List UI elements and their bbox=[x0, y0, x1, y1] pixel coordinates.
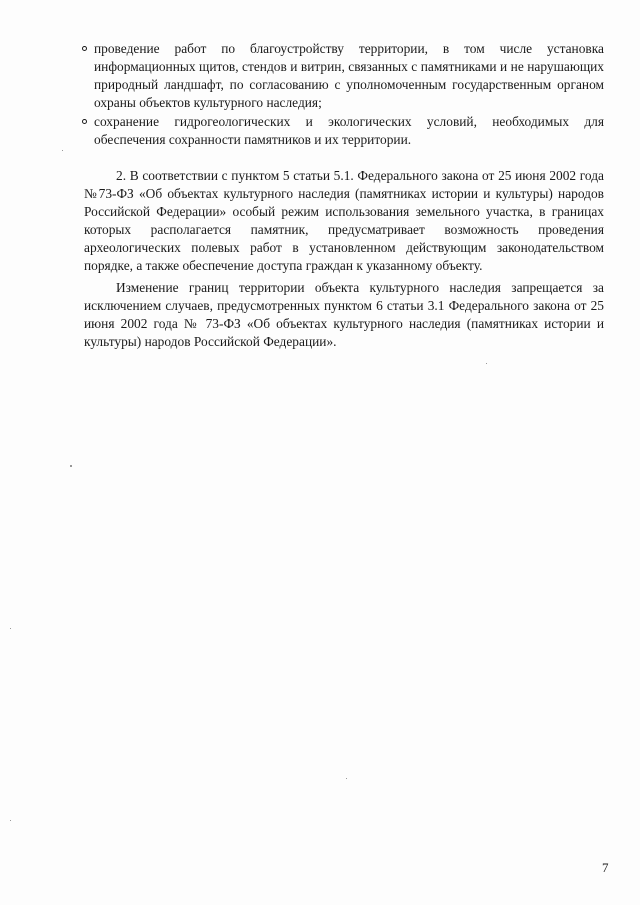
scan-speck bbox=[70, 465, 72, 467]
page-number: 7 bbox=[602, 860, 609, 875]
list-item-text: сохранение гидрогеологических и экологических условий, необходимых для обеспечения сохранности памятников и их территории. bbox=[94, 114, 604, 147]
scan-speck bbox=[62, 150, 63, 151]
paragraph-clause-2: 2. В соответствии с пунктом 5 статьи 5.1. Федерального закона от 25 июня 2002 года №73-ФЗ «Об объектах культурного наследия (памятниках истории и культуры) народов Российской Федерации» особый режим использования земельного участка, в границах которых располагается памятник, предусматривает возможность проведения археологических полевых работ в установленном действующим законодательством порядке, а также обеспечение доступа граждан к указанному объекту. bbox=[84, 168, 604, 273]
scan-speck bbox=[10, 628, 11, 629]
paragraph-boundary-change: Изменение границ территории объекта культурного наследия запрещается за исключением случаев, предусмотренных пунктом 6 статьи 3.1 Федерального закона от 25 июня 2002 года № 73-ФЗ «Об объектах культурного наследия (памятниках истории и культуры) народов Российской Федерации». bbox=[84, 280, 604, 349]
list-item bbox=[84, 113, 604, 149]
scan-speck bbox=[346, 778, 347, 779]
scan-speck bbox=[486, 363, 487, 364]
bullet-icon bbox=[82, 119, 87, 124]
bullet-list bbox=[84, 40, 604, 149]
bullet-icon bbox=[82, 46, 87, 51]
list-item bbox=[84, 40, 604, 112]
list-item-text: проведение работ по благоустройству территории, в том числе установка информационных щитов, стендов и витрин, связанных с памятниками и не нарушающих природный ландшафт, по согласованию с уполномоченным государственным органом охраны объектов культурного наследия; bbox=[94, 41, 604, 110]
scan-speck bbox=[10, 820, 11, 821]
document-body bbox=[84, 40, 604, 351]
